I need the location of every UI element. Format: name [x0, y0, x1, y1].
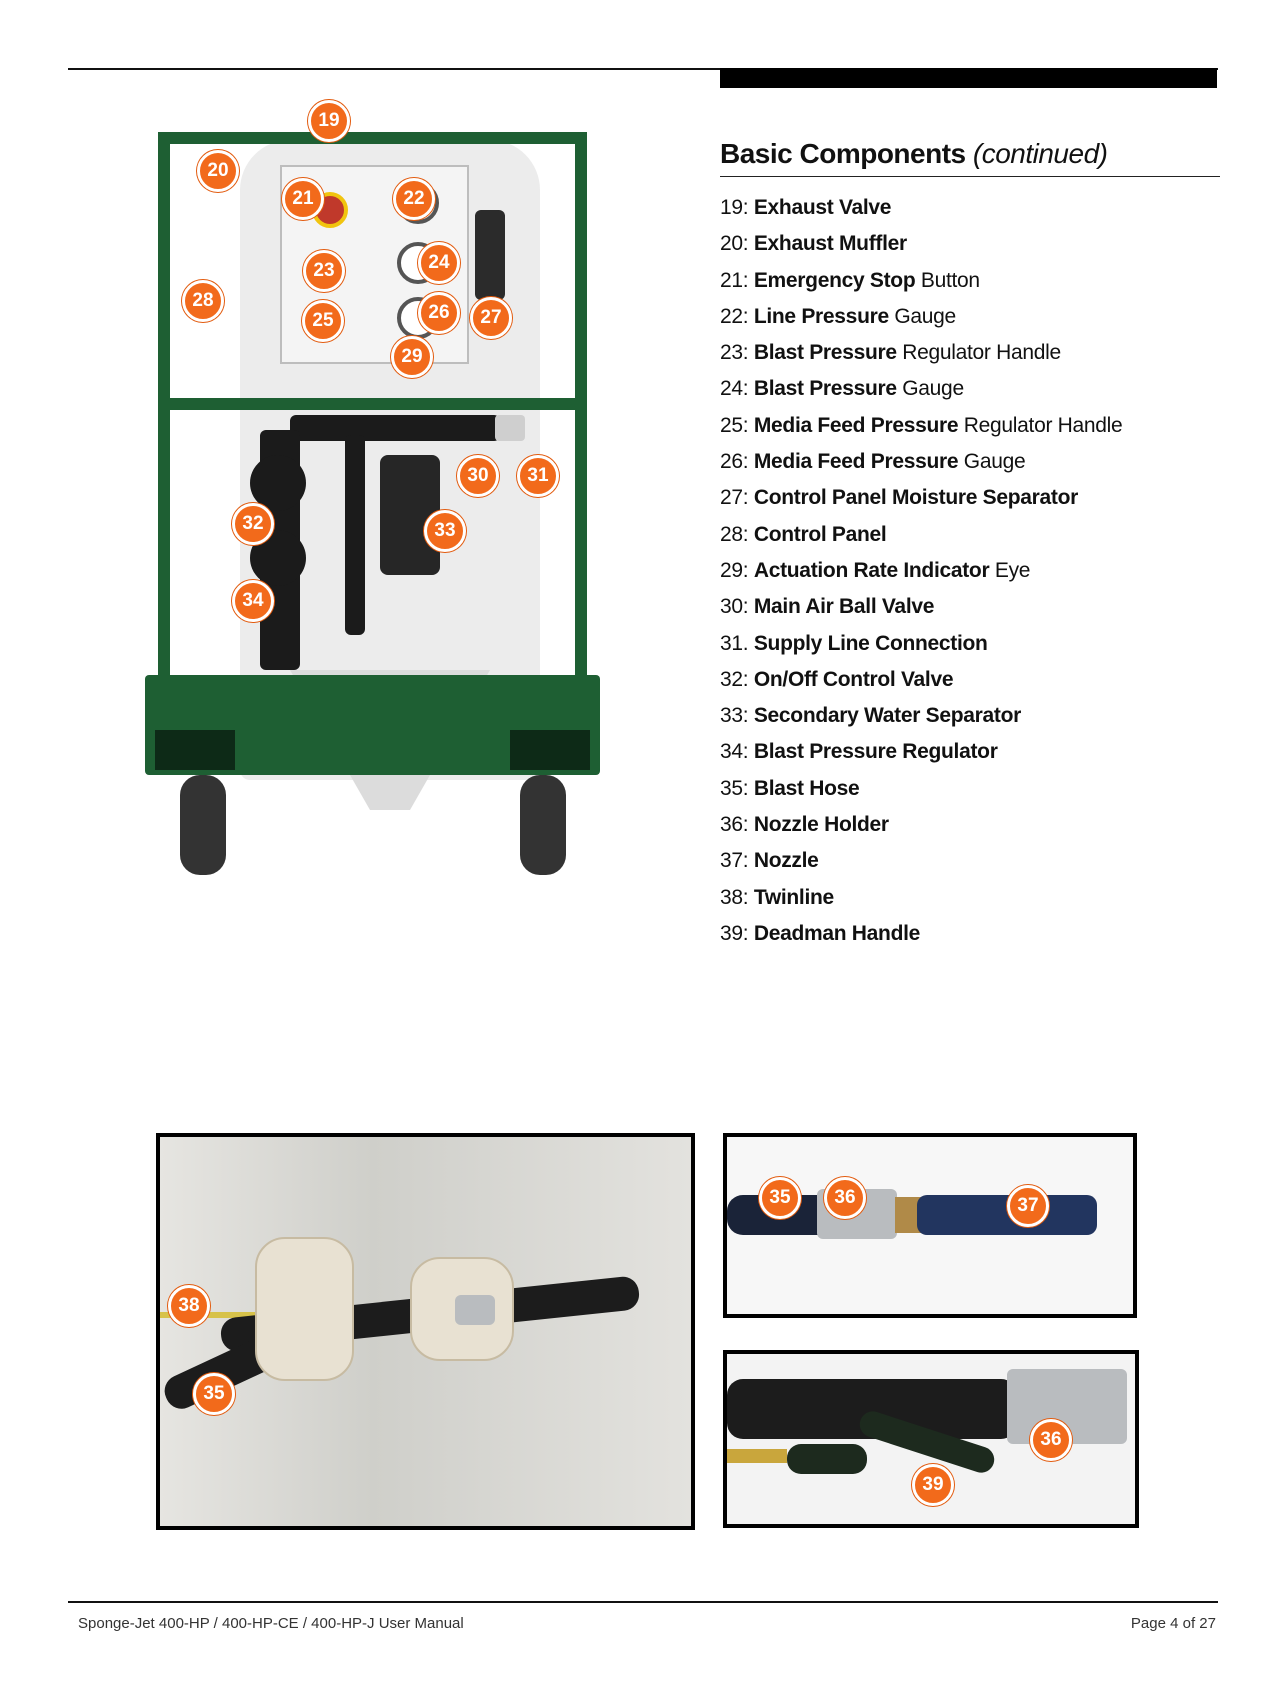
main-air-pipe — [290, 415, 500, 441]
component-list — [720, 193, 1122, 955]
component-item: 29: Actuation Rate Indicator Eye — [720, 558, 1031, 582]
component-item: 32: On/Off Control Valve — [720, 667, 954, 691]
supply-connection-icon — [495, 415, 525, 441]
component-item: 30: Main Air Ball Valve — [720, 595, 935, 619]
footer-page-number: Page 4 of 27 — [1130, 1615, 1216, 1632]
callout-20: 20 — [197, 150, 239, 192]
callout-23: 23 — [303, 250, 345, 292]
footer-rule — [68, 1601, 1218, 1603]
component-item: 38: Twinline — [720, 885, 834, 909]
section-title-suffix: (continued) — [972, 138, 1108, 169]
callout-35: 35 — [759, 1177, 801, 1219]
component-item: 27: Control Panel Moisture Separator — [720, 486, 1078, 510]
photo-nozzle-assembly — [723, 1133, 1137, 1318]
callout-29: 29 — [391, 336, 433, 378]
callout-31: 31 — [517, 455, 559, 497]
component-item: 22: Line Pressure Gauge — [720, 304, 956, 328]
handle-body — [787, 1444, 867, 1474]
callout-19: 19 — [308, 100, 350, 142]
callout-28: 28 — [182, 280, 224, 322]
callout-33: 33 — [424, 510, 466, 552]
section-title — [720, 138, 1107, 170]
component-item: 28: Control Panel — [720, 522, 887, 546]
callout-24: 24 — [418, 242, 460, 284]
component-item: 20: Exhaust Muffler — [720, 232, 907, 256]
footer-manual-title: Sponge-Jet 400-HP / 400-HP-CE / 400-HP-J User Manual — [78, 1615, 464, 1632]
callout-35: 35 — [193, 1373, 235, 1415]
component-item: 26: Media Feed Pressure Gauge — [720, 450, 1026, 474]
title-rule — [720, 176, 1220, 177]
callout-38: 38 — [168, 1285, 210, 1327]
component-item: 39: Deadman Handle — [720, 921, 921, 945]
fork-pocket-left — [155, 730, 235, 770]
callout-26: 26 — [418, 292, 460, 334]
callout-34: 34 — [232, 580, 274, 622]
component-item: 24: Blast Pressure Gauge — [720, 377, 964, 401]
vertical-hose — [345, 435, 365, 635]
frame-left-post — [158, 132, 170, 762]
callout-21: 21 — [282, 178, 324, 220]
twinline-fitting — [727, 1449, 787, 1463]
callout-30: 30 — [457, 455, 499, 497]
callout-32: 32 — [232, 503, 274, 545]
photo-operator-hose — [156, 1133, 695, 1530]
wheel-left — [180, 775, 226, 875]
callout-25: 25 — [302, 300, 344, 342]
nozzle-holder-shape — [455, 1295, 495, 1325]
callout-36: 36 — [1030, 1419, 1072, 1461]
callout-27: 27 — [470, 297, 512, 339]
wheel-right — [520, 775, 566, 875]
callout-36: 36 — [824, 1177, 866, 1219]
callout-37: 37 — [1007, 1185, 1049, 1227]
left-glove — [255, 1237, 354, 1381]
callout-22: 22 — [393, 178, 435, 220]
machine-photo — [150, 110, 620, 900]
frame-mid-bar — [170, 398, 575, 410]
component-item: 31. Supply Line Connection — [720, 631, 988, 655]
component-item: 21: Emergency Stop Button — [720, 268, 980, 292]
photo-deadman-handle — [723, 1350, 1139, 1528]
callout-39: 39 — [912, 1464, 954, 1506]
component-item: 25: Media Feed Pressure Regulator Handle — [720, 413, 1123, 437]
component-item: 36: Nozzle Holder — [720, 813, 889, 837]
component-item: 37: Nozzle — [720, 849, 819, 873]
moisture-separator-icon — [475, 210, 505, 300]
section-title-main: Basic Components — [720, 138, 966, 169]
component-item: 33: Secondary Water Separator — [720, 704, 1021, 728]
frame-right-post — [575, 132, 587, 762]
component-item: 19: Exhaust Valve — [720, 196, 892, 219]
component-item: 34: Blast Pressure Regulator — [720, 740, 998, 764]
component-item: 23: Blast Pressure Regulator Handle — [720, 341, 1061, 365]
fork-pocket-right — [510, 730, 590, 770]
control-valve-icon — [250, 455, 306, 511]
frame-top-bar — [158, 132, 587, 144]
header-bar — [720, 68, 1217, 88]
component-item: 35: Blast Hose — [720, 776, 860, 800]
